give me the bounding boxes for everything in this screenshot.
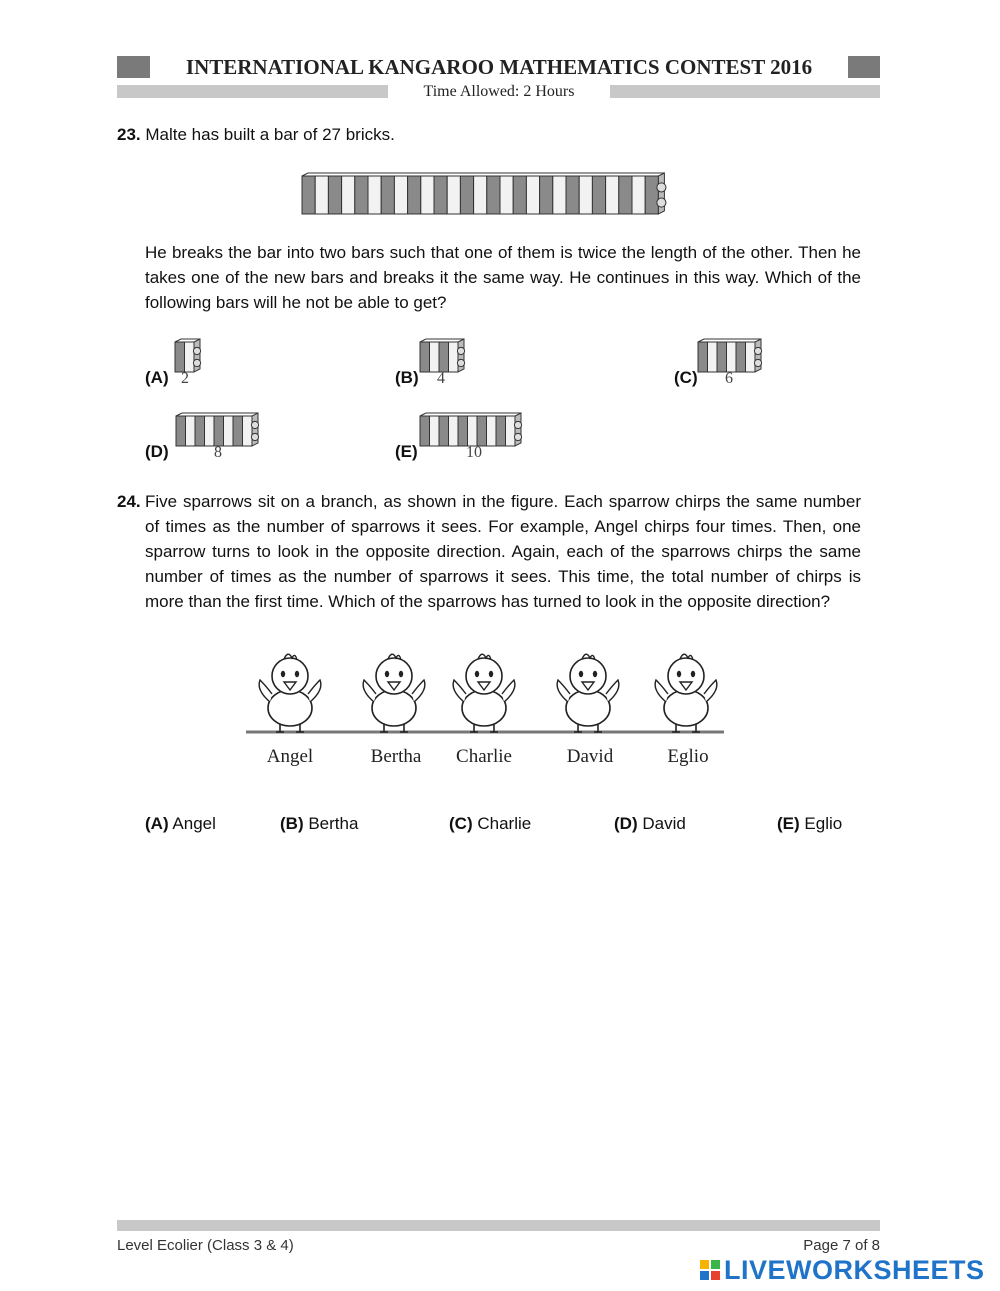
time-allowed: Time Allowed: 2 Hours [388, 82, 610, 102]
liveworksheets-logo[interactable] [700, 1256, 985, 1284]
sparrow-eye [281, 671, 285, 677]
brick [342, 176, 355, 214]
brick [526, 176, 539, 214]
question-24-number: 24. [117, 492, 141, 511]
answer-option-e [777, 814, 842, 834]
option-b-value: 4 [437, 370, 445, 387]
brick [468, 416, 478, 446]
sparrow-label-charlie: Charlie [456, 746, 512, 767]
brick [717, 342, 727, 372]
question-23-intro-text: Malte has built a bar of 27 bricks. [145, 125, 395, 144]
brick [176, 416, 186, 446]
footer-page: Page 7 of 8 [803, 1237, 880, 1254]
footer-bar [117, 1220, 880, 1231]
brick-stud [754, 359, 761, 366]
answer-text: Charlie [477, 814, 532, 833]
brick [698, 342, 708, 372]
brick [430, 416, 440, 446]
brick [420, 342, 430, 372]
answer-letter: (D) [614, 814, 638, 833]
option-d-letter: (D) [145, 442, 169, 461]
sparrow-label-david: David [566, 746, 614, 767]
answer-option-b [280, 814, 358, 834]
sparrow-charlie [453, 654, 515, 732]
brick [500, 176, 513, 214]
brick [487, 176, 500, 214]
brick [394, 176, 407, 214]
brick-stud [457, 359, 464, 366]
option-c-bar [698, 338, 778, 372]
brick-stud [657, 198, 666, 207]
sparrow-wing-right [502, 680, 515, 702]
brick [619, 176, 632, 214]
brick [566, 176, 579, 214]
answer-text: Bertha [308, 814, 359, 833]
sparrow-label-bertha: Bertha [370, 746, 422, 767]
brick [233, 416, 243, 446]
contest-title: INTERNATIONAL KANGAROO MATHEMATICS CONTEST 2016 [150, 56, 848, 78]
brick [186, 416, 196, 446]
brick [421, 176, 434, 214]
brick [447, 176, 460, 214]
brick [315, 176, 328, 214]
sparrow-eye [295, 671, 299, 677]
brick [302, 176, 315, 214]
option-e-letter: (E) [395, 442, 418, 461]
brick [328, 176, 341, 214]
sparrow-eye [489, 671, 493, 677]
question-23-number: 23. [117, 125, 141, 144]
sparrow-label-angel: Angel [266, 746, 314, 767]
answer-letter: (B) [280, 814, 304, 833]
option-c-value: 6 [725, 370, 733, 387]
brick-bar [420, 413, 522, 446]
sparrow-angel [259, 654, 321, 732]
brick [540, 176, 553, 214]
sparrow-body [664, 690, 708, 726]
brick [708, 342, 718, 372]
brick [632, 176, 645, 214]
answer-text: David [642, 814, 686, 833]
brick-stud [514, 433, 521, 440]
option-b-letter: (B) [395, 368, 419, 387]
brick [496, 416, 506, 446]
brick [434, 176, 447, 214]
answer-text: Angel [172, 814, 216, 833]
sparrow-eye [399, 671, 403, 677]
brick [513, 176, 526, 214]
brick [727, 342, 737, 372]
sparrow-wing-right [606, 680, 619, 702]
answer-option-c [449, 814, 531, 834]
option-a-letter: (A) [145, 368, 169, 387]
sparrow-eglio [655, 654, 717, 732]
sparrow-wing-right [308, 680, 321, 702]
brick-end-cap [658, 173, 664, 214]
brick [420, 416, 430, 446]
brick [430, 342, 440, 372]
brick [506, 416, 516, 446]
answer-text: Eglio [804, 814, 843, 833]
brick-stud [754, 347, 761, 354]
brick-bar [698, 339, 762, 372]
brick [746, 342, 756, 372]
brick [243, 416, 253, 446]
sparrow-eye [593, 671, 597, 677]
brick-bar [302, 173, 666, 214]
brick [579, 176, 592, 214]
brick [408, 176, 421, 214]
brick-stud [251, 421, 258, 428]
brick [458, 416, 468, 446]
sparrow-eye [579, 671, 583, 677]
option-a-value: 2 [181, 370, 189, 387]
brick-stud [193, 347, 200, 354]
brick [195, 416, 205, 446]
brick [553, 176, 566, 214]
brick-stud [457, 347, 464, 354]
brick-bar [420, 339, 465, 372]
brick-bar [176, 413, 259, 446]
answer-option-a [145, 814, 216, 834]
brick [368, 176, 381, 214]
footer-level: Level Ecolier (Class 3 & 4) [117, 1237, 294, 1254]
brick [439, 416, 449, 446]
sparrows-figure [240, 650, 730, 740]
brick [736, 342, 746, 372]
brick [175, 342, 185, 372]
sparrow-david [557, 654, 619, 732]
brick [645, 176, 658, 214]
brick [487, 416, 497, 446]
sparrow-wing-right [412, 680, 425, 702]
brick [449, 342, 459, 372]
brick [224, 416, 234, 446]
sparrow-bertha [363, 654, 425, 732]
sparrow-body [372, 690, 416, 726]
sparrow-wing-right [704, 680, 717, 702]
brick [449, 416, 459, 446]
sparrow-body [462, 690, 506, 726]
brick [185, 342, 195, 372]
sparrow-eye [385, 671, 389, 677]
brick [606, 176, 619, 214]
option-b-bar [420, 338, 480, 372]
brick-bar-27 [302, 172, 672, 216]
question-24-body: Five sparrows sit on a branch, as shown in the figure. Each sparrow chirps the same number of times as the number of sparrows it sees. For example, Angel chirps four times. Then, one sparrow turns to look in the opposite direction. Again, each of the sparrows chirps the same number of times as the number of sparrows it sees. This time, the total number of chirps is more than the first time. Which of the sparrows has turned to look in the opposite direction? [145, 492, 861, 611]
brick [477, 416, 487, 446]
sparrow-wing-left [363, 680, 376, 702]
sparrow-wing-left [655, 680, 668, 702]
brick [205, 416, 215, 446]
brick [460, 176, 473, 214]
option-a-bar [175, 338, 215, 372]
sparrow-body [268, 690, 312, 726]
brick [214, 416, 224, 446]
answer-letter: (E) [777, 814, 800, 833]
sparrow-eye [475, 671, 479, 677]
sparrow-eye [677, 671, 681, 677]
sparrow-wing-left [259, 680, 272, 702]
answer-letter: (C) [449, 814, 473, 833]
brick [381, 176, 394, 214]
logo-grid-icon [700, 1260, 720, 1280]
option-e-bar [420, 412, 545, 446]
brick-stud [251, 433, 258, 440]
logo-text: LIVEWORKSHEETS [724, 1254, 985, 1285]
answer-letter: (A) [145, 814, 169, 833]
brick-stud [657, 183, 666, 192]
sparrow-label-eglio: Eglio [667, 746, 709, 767]
sparrow-wing-left [557, 680, 570, 702]
brick [592, 176, 605, 214]
brick [439, 342, 449, 372]
brick-stud [193, 359, 200, 366]
brick-stud [514, 421, 521, 428]
question-23-intro [117, 125, 395, 145]
option-c-letter: (C) [674, 368, 698, 387]
sparrow-body [566, 690, 610, 726]
sparrow-wing-left [453, 680, 466, 702]
answer-option-d [614, 814, 686, 834]
brick-bar [175, 339, 201, 372]
option-d-value: 8 [214, 444, 222, 461]
brick [474, 176, 487, 214]
question-23-body: He breaks the bar into two bars such that one of them is twice the length of the other. Then he takes one of the new bars and breaks it the same way. He continues in this way. Which of the following bars will he not be able to get? [145, 243, 861, 312]
option-d-bar [176, 412, 276, 446]
option-e-value: 10 [466, 444, 482, 461]
sparrow-eye [691, 671, 695, 677]
brick [355, 176, 368, 214]
